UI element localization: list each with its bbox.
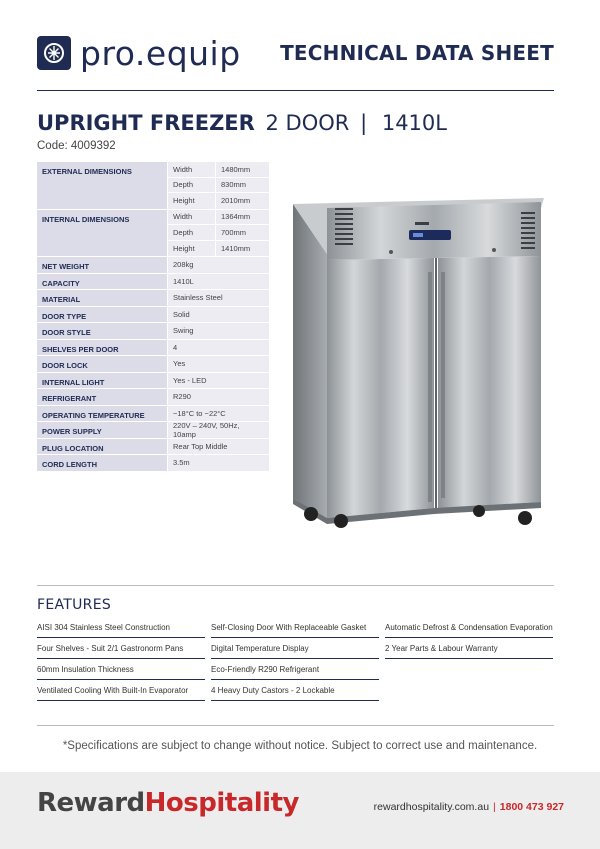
spec-table [37, 162, 269, 472]
spec-subkey: Depth [167, 225, 215, 240]
disclaimer: *Specifications are subject to change without notice. Subject to correct use and maintenance. [62, 740, 538, 752]
spec-subvalue: 2010mm [215, 193, 269, 209]
product-name: UPRIGHT FREEZER [37, 111, 255, 135]
spec-row [37, 356, 269, 373]
product-code: Code: 4009392 [37, 140, 116, 152]
spec-value: Swing [167, 323, 269, 339]
features-title: FEATURES [37, 597, 112, 613]
spec-subkey: Height [167, 193, 215, 209]
product-title [37, 109, 447, 137]
spec-label: INTERNAL DIMENSIONS [37, 210, 167, 257]
spec-subrow [167, 193, 269, 209]
feature-item-empty [385, 659, 553, 680]
spec-subvalue: 1410mm [215, 241, 269, 257]
features-list [37, 617, 554, 701]
spec-group-external [37, 162, 269, 210]
spec-value: 3.5m [167, 455, 269, 471]
spec-label: DOOR TYPE [37, 307, 167, 323]
spec-subvalue: 700mm [215, 225, 269, 240]
spec-row [37, 389, 269, 406]
spec-row [37, 373, 269, 390]
spec-subvalue: 830mm [215, 178, 269, 193]
spec-value: Stainless Steel [167, 290, 269, 306]
spec-value: 208kg [167, 257, 269, 273]
product-capacity: 1410L [381, 111, 447, 135]
spec-label: OPERATING TEMPERATURE [37, 406, 167, 422]
feature-item: Self-Closing Door With Replaceable Gasket [211, 617, 379, 638]
spec-value: Solid [167, 307, 269, 323]
spec-subrow [167, 210, 269, 226]
spec-label: SHELVES PER DOOR [37, 340, 167, 356]
spec-value: Yes [167, 356, 269, 372]
spec-row [37, 422, 269, 439]
spec-label: CORD LENGTH [37, 455, 167, 471]
spec-subrow [167, 241, 269, 257]
spec-label: INTERNAL LIGHT [37, 373, 167, 389]
spec-row [37, 406, 269, 423]
footer-separator: | [493, 801, 496, 813]
header-divider [37, 90, 554, 91]
footer-brand-logo [37, 788, 299, 818]
footer-phone[interactable]: 1800 473 927 [499, 801, 564, 813]
spec-value: 4 [167, 340, 269, 356]
spec-label: DOOR STYLE [37, 323, 167, 339]
feature-item: Automatic Defrost & Condensation Evaporation [385, 617, 553, 638]
spec-label: MATERIAL [37, 290, 167, 306]
freezer-product-image [289, 196, 553, 528]
spec-value: R290 [167, 389, 269, 405]
spec-label: EXTERNAL DIMENSIONS [37, 162, 167, 209]
spec-value: Rear Top Middle [167, 439, 269, 455]
footer-brand-part1: Reward [37, 788, 145, 818]
spec-row [37, 340, 269, 357]
footer [0, 772, 600, 849]
spec-label: DOOR LOCK [37, 356, 167, 372]
footer-contact [374, 801, 564, 813]
spec-label: CAPACITY [37, 274, 167, 290]
spec-label: POWER SUPPLY [37, 422, 167, 438]
spec-subkey: Depth [167, 178, 215, 193]
spec-value: 1410L [167, 274, 269, 290]
section-divider [37, 725, 554, 726]
spec-row [37, 323, 269, 340]
spec-row [37, 274, 269, 291]
spec-value: 220V – 240V, 50Hz, 10amp [167, 422, 269, 438]
spec-subrow [167, 162, 269, 178]
spec-subkey: Width [167, 162, 215, 177]
feature-item: AISI 304 Stainless Steel Construction [37, 617, 205, 638]
spec-value: −18°C to −22°C [167, 406, 269, 422]
pro-equip-logo-icon [37, 36, 71, 70]
feature-item: 4 Heavy Duty Castors - 2 Lockable [211, 680, 379, 701]
feature-item-empty [385, 680, 553, 701]
feature-item: Four Shelves - Suit 2/1 Gastronorm Pans [37, 638, 205, 659]
spec-value: Yes - LED [167, 373, 269, 389]
spec-row [37, 455, 269, 472]
feature-item: Digital Temperature Display [211, 638, 379, 659]
spec-subkey: Height [167, 241, 215, 257]
footer-brand-part2: Hospitality [144, 788, 299, 818]
feature-item: Ventilated Cooling With Built-In Evaporator [37, 680, 205, 701]
section-divider [37, 585, 554, 586]
brand-name: pro.equip [80, 34, 241, 73]
spec-subrow [167, 178, 269, 194]
product-doors: 2 DOOR [265, 111, 350, 135]
spec-row [37, 290, 269, 307]
spec-subkey: Width [167, 210, 215, 225]
spec-group-internal [37, 210, 269, 258]
spec-subvalue: 1480mm [215, 162, 269, 177]
product-title-separator: | [360, 111, 368, 135]
spec-row [37, 439, 269, 456]
spec-subrow [167, 225, 269, 241]
footer-website-link[interactable]: rewardhospitality.com.au [373, 801, 490, 813]
spec-row [37, 307, 269, 324]
sheet-title: TECHNICAL DATA SHEET [280, 41, 554, 65]
spec-label: PLUG LOCATION [37, 439, 167, 455]
spec-label: NET WEIGHT [37, 257, 167, 273]
spec-label: REFRIGERANT [37, 389, 167, 405]
feature-item: 60mm Insulation Thickness [37, 659, 205, 680]
feature-item: 2 Year Parts & Labour Warranty [385, 638, 553, 659]
spec-row [37, 257, 269, 274]
feature-item: Eco-Friendly R290 Refrigerant [211, 659, 379, 680]
spec-subvalue: 1364mm [215, 210, 269, 225]
